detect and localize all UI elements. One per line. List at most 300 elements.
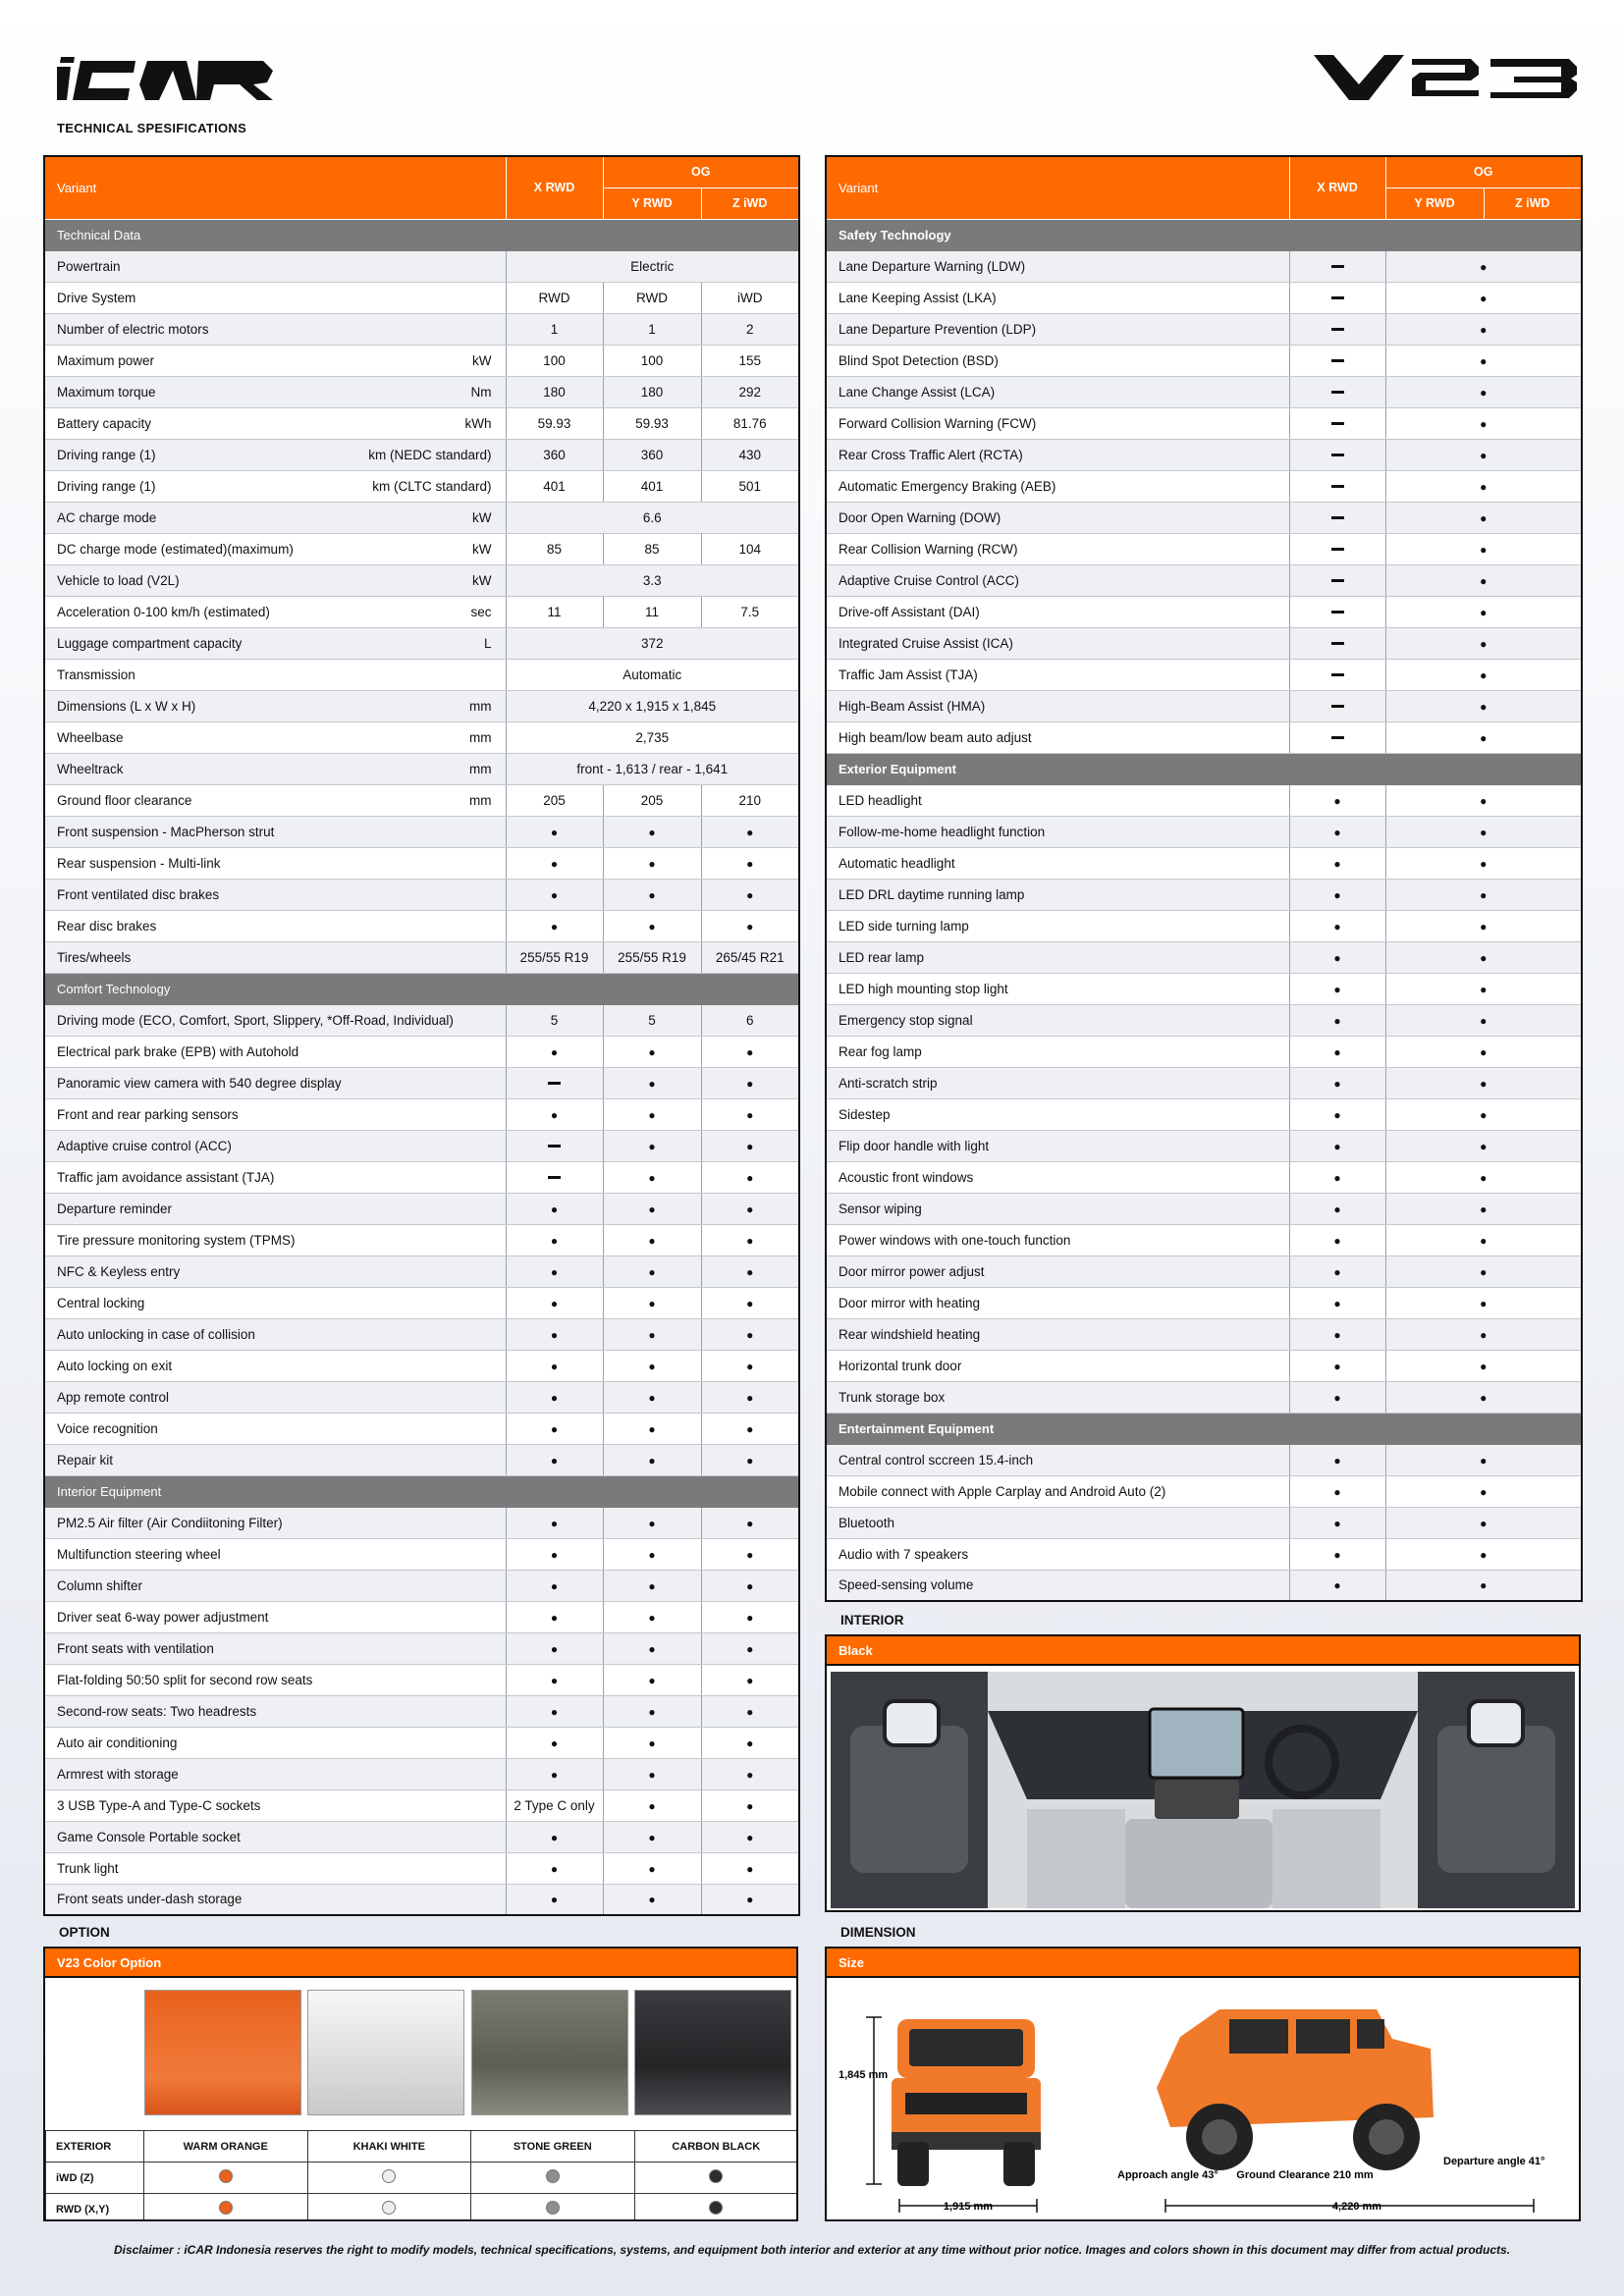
row-label: Driving range (1): [57, 478, 156, 494]
row-label-cell: [44, 345, 506, 376]
table-row: [44, 313, 799, 345]
row-unit: kW: [472, 572, 492, 588]
row-label-cell: [44, 1413, 506, 1444]
bullet-icon: ●: [1480, 1578, 1488, 1593]
row-label: Front seats under-dash storage: [57, 1892, 243, 1907]
row-label: Auto air conditioning: [57, 1735, 178, 1750]
swatch-carbon-black: [634, 1990, 791, 2115]
bullet-icon: ●: [1480, 1170, 1488, 1185]
row-label: Acceleration 0-100 km/h (estimated): [57, 604, 270, 619]
x-rwd-cell: [1289, 470, 1385, 502]
row-label: Tires/wheels: [57, 949, 132, 965]
bullet-icon: ●: [1480, 1390, 1488, 1405]
table-row: [44, 1821, 799, 1852]
og-cell: [1385, 313, 1582, 345]
x-rwd-cell: [1289, 313, 1385, 345]
bullet-icon: ●: [1480, 1359, 1488, 1373]
bullet-icon: ●: [648, 1076, 656, 1091]
value-cell: [506, 313, 603, 345]
table-row: [44, 941, 799, 973]
table-row: [44, 1193, 799, 1224]
bullet-icon: ●: [746, 1861, 754, 1876]
dash-icon: [1331, 516, 1344, 519]
x-rwd-cell: [1289, 816, 1385, 847]
table-row: [44, 627, 799, 659]
table-row: [826, 564, 1582, 596]
value-cell: [603, 784, 701, 816]
og-cell: [1385, 816, 1582, 847]
og-cell: [1385, 376, 1582, 407]
value-cell: [506, 1444, 603, 1475]
table-row: [826, 1098, 1582, 1130]
cell-value: 360: [543, 447, 566, 462]
bullet-icon: ●: [1480, 479, 1488, 494]
color-option-bar: V23 Color Option: [45, 1949, 796, 1978]
og-cell: [1385, 1255, 1582, 1287]
value-cell: [701, 1789, 799, 1821]
table-row: [826, 502, 1582, 533]
og-cell: [1385, 1381, 1582, 1413]
row-label-cell: [44, 1789, 506, 1821]
bullet-icon: ●: [746, 825, 754, 839]
table-row: [46, 2163, 798, 2194]
bullet-icon: ●: [1333, 1139, 1341, 1153]
cell-value: 85: [644, 541, 660, 557]
row-label-cell: [44, 784, 506, 816]
table-row: [44, 1255, 799, 1287]
table-row: [44, 1884, 799, 1915]
row-label-cell: [44, 1161, 506, 1193]
row-label: Speed-sensing volume: [826, 1570, 1289, 1601]
bullet-icon: ●: [550, 1107, 559, 1122]
table-row: [826, 1224, 1582, 1255]
og-cell: [1385, 659, 1582, 690]
og-cell: [1385, 1570, 1582, 1601]
bullet-icon: ●: [1333, 1013, 1341, 1028]
bullet-icon: ●: [648, 1044, 656, 1059]
value-cell: [603, 1130, 701, 1161]
section-row: [44, 1475, 799, 1507]
row-label: Auto unlocking in case of collision: [57, 1326, 255, 1342]
row-label: Rear disc brakes: [57, 918, 157, 934]
og-cell: [1385, 1287, 1582, 1318]
og-cell: [1385, 1130, 1582, 1161]
bullet-icon: ●: [648, 1201, 656, 1216]
value-cell: [506, 1695, 603, 1727]
bullet-icon: ●: [746, 1578, 754, 1593]
bullet-icon: ●: [746, 1767, 754, 1782]
approach-angle-label: Approach angle 43°: [1117, 2169, 1218, 2181]
bullet-icon: ●: [1333, 982, 1341, 996]
table-row: [46, 2194, 798, 2222]
bullet-icon: ●: [550, 1830, 559, 1844]
og-cell: [1385, 879, 1582, 910]
table-row: [44, 1036, 799, 1067]
og-cell: [1385, 1004, 1582, 1036]
dash-icon: [1331, 328, 1344, 331]
value-cell: [701, 816, 799, 847]
value-cell: [603, 1413, 701, 1444]
bullet-icon: ●: [550, 1044, 559, 1059]
color-header-warm-orange: WARM ORANGE: [144, 2131, 308, 2163]
cell-value: 59.93: [635, 415, 669, 431]
row-label: Driving mode (ECO, Comfort, Sport, Slippery, *Off-Road, Individual): [57, 1012, 454, 1028]
bullet-icon: ●: [1480, 1076, 1488, 1091]
bullet-icon: ●: [648, 1798, 656, 1813]
bullet-icon: ●: [648, 1170, 656, 1185]
bullet-icon: ●: [1480, 385, 1488, 400]
value-cell: [603, 376, 701, 407]
v23-logo: [1314, 55, 1581, 100]
dash-icon: [1331, 485, 1344, 488]
value-cell: [603, 1036, 701, 1067]
row-label: Voice recognition: [57, 1420, 158, 1436]
x-rwd-cell: [1289, 1004, 1385, 1036]
value-cell: [701, 470, 799, 502]
bullet-icon: ●: [550, 887, 559, 902]
bullet-icon: ●: [1480, 1484, 1488, 1499]
x-rwd-cell: [1289, 502, 1385, 533]
bullet-icon: ●: [1333, 887, 1341, 902]
table-row: [44, 1852, 799, 1884]
table-row: [826, 910, 1582, 941]
value-cell: [506, 1161, 603, 1193]
bullet-icon: ●: [550, 1201, 559, 1216]
row-label: Drive System: [57, 290, 136, 305]
bullet-icon: ●: [648, 1830, 656, 1844]
bullet-icon: ●: [746, 1076, 754, 1091]
row-label: App remote control: [57, 1389, 170, 1405]
value-cell: [506, 1601, 603, 1632]
bullet-icon: ●: [1480, 1547, 1488, 1562]
bullet-icon: ●: [648, 919, 656, 934]
table-row: [826, 439, 1582, 470]
bullet-icon: ●: [648, 1704, 656, 1719]
color-dot-carbon-black: [709, 2201, 723, 2215]
row-label: Vehicle to load (V2L): [57, 572, 180, 588]
bullet-icon: ●: [746, 1139, 754, 1153]
bullet-icon: ●: [550, 1767, 559, 1782]
value-cell: [603, 1255, 701, 1287]
cell-value: 155: [738, 352, 762, 368]
x-rwd-cell: [1289, 596, 1385, 627]
bullet-icon: ●: [1333, 1453, 1341, 1468]
vehicle-dimension-drawing: [827, 1980, 1579, 2221]
value-cell: [701, 1852, 799, 1884]
interior-photo: [831, 1672, 1575, 1908]
x-rwd-cell: [1289, 1538, 1385, 1570]
table-row: [44, 1758, 799, 1789]
table-row: [44, 1444, 799, 1475]
og-cell: [1385, 407, 1582, 439]
value-cell: [603, 282, 701, 313]
table-row: [44, 1004, 799, 1036]
interior-panel: [825, 1634, 1581, 1912]
row-label: Maximum power: [57, 352, 155, 368]
bullet-icon: ●: [550, 919, 559, 934]
cell-value: 430: [738, 447, 762, 462]
bullet-icon: ●: [648, 1578, 656, 1593]
row-label: Game Console Portable socket: [57, 1829, 241, 1844]
value-cell: [506, 1852, 603, 1884]
og-cell: [1385, 1507, 1582, 1538]
row-label-cell: [44, 1821, 506, 1852]
og-cell: [1385, 784, 1582, 816]
bullet-icon: ●: [1480, 291, 1488, 305]
row-label: Adaptive cruise control (ACC): [57, 1138, 232, 1153]
value-cell: [506, 376, 603, 407]
merged-value-cell: [506, 627, 799, 659]
bullet-icon: ●: [648, 1861, 656, 1876]
value-cell: [603, 1507, 701, 1538]
x-rwd-cell: [1289, 1255, 1385, 1287]
row-label: Follow-me-home headlight function: [826, 816, 1289, 847]
value-cell: [701, 879, 799, 910]
bullet-icon: ●: [648, 1296, 656, 1310]
bullet-icon: ●: [550, 1233, 559, 1248]
value-cell: [701, 941, 799, 973]
cell-value: front - 1,613 / rear - 1,641: [576, 761, 729, 776]
bullet-icon: ●: [1480, 636, 1488, 651]
row-label: Ground floor clearance: [57, 792, 192, 808]
og-cell: [1385, 502, 1582, 533]
row-label-cell: [44, 1507, 506, 1538]
bullet-icon: ●: [1333, 1170, 1341, 1185]
row-label: Bluetooth: [826, 1507, 1289, 1538]
cell-value: 100: [543, 352, 566, 368]
dash-icon: [1331, 422, 1344, 425]
row-label-cell: [44, 690, 506, 721]
value-cell: [701, 407, 799, 439]
table-row: [44, 1601, 799, 1632]
bullet-icon: ●: [648, 1893, 656, 1907]
color-dot-khaki-white: [382, 2169, 396, 2183]
table-row: [826, 941, 1582, 973]
bullet-icon: ●: [550, 1516, 559, 1530]
cell-value: 401: [640, 478, 664, 494]
row-label-cell: [44, 1067, 506, 1098]
row-label: Front seats with ventilation: [57, 1640, 214, 1656]
row-label: Blind Spot Detection (BSD): [826, 345, 1289, 376]
value-cell: [603, 1884, 701, 1915]
row-label: Adaptive Cruise Control (ACC): [826, 564, 1289, 596]
x-rwd-cell: [1289, 376, 1385, 407]
bullet-icon: ●: [1333, 1547, 1341, 1562]
bullet-icon: ●: [1480, 510, 1488, 525]
row-label-cell: [44, 1664, 506, 1695]
bullet-icon: ●: [1480, 448, 1488, 462]
bullet-icon: ●: [1480, 1233, 1488, 1248]
table-row: [44, 721, 799, 753]
value-cell: [701, 1255, 799, 1287]
bullet-icon: ●: [1480, 573, 1488, 588]
color-dot-warm-orange: [219, 2169, 233, 2183]
color-header-carbon-black: CARBON BLACK: [634, 2131, 798, 2163]
bullet-icon: ●: [1480, 919, 1488, 934]
bullet-icon: ●: [1480, 1296, 1488, 1310]
bullet-icon: ●: [550, 825, 559, 839]
dash-icon: [1331, 296, 1344, 299]
bullet-icon: ●: [746, 1233, 754, 1248]
value-cell: [603, 1632, 701, 1664]
value-cell: [701, 1004, 799, 1036]
bullet-icon: ●: [1333, 1076, 1341, 1091]
row-unit: Nm: [470, 384, 492, 400]
row-label: Door mirror power adjust: [826, 1255, 1289, 1287]
og-cell: [1385, 250, 1582, 282]
row-label: PM2.5 Air filter (Air Condiitoning Filter): [57, 1515, 283, 1530]
value-cell: [506, 1255, 603, 1287]
row-label-cell: [44, 282, 506, 313]
value-cell: [603, 1758, 701, 1789]
table-row: [826, 1475, 1582, 1507]
bullet-icon: ●: [648, 1264, 656, 1279]
row-label: High-Beam Assist (HMA): [826, 690, 1289, 721]
bullet-icon: ●: [1480, 605, 1488, 619]
table-row: [826, 282, 1582, 313]
row-label-cell: [44, 847, 506, 879]
value-cell: [701, 1130, 799, 1161]
row-unit: L: [483, 635, 492, 651]
row-label-cell: [44, 1193, 506, 1224]
bullet-icon: ●: [746, 1547, 754, 1562]
row-label: Central control sccreen 15.4-inch: [826, 1444, 1289, 1475]
bullet-icon: ●: [1480, 542, 1488, 557]
table-row: [826, 1161, 1582, 1193]
color-header-khaki-white: KHAKI WHITE: [307, 2131, 471, 2163]
dash-icon: [1331, 705, 1344, 708]
row-label: Front and rear parking sensors: [57, 1106, 239, 1122]
departure-angle-label: Departure angle 41°: [1443, 2156, 1545, 2167]
row-unit: kW: [472, 509, 492, 525]
cell-value: 2,735: [635, 729, 670, 745]
table-row: [44, 596, 799, 627]
value-cell: [506, 879, 603, 910]
row-label: Column shifter: [57, 1577, 143, 1593]
bullet-icon: ●: [648, 1610, 656, 1625]
row-label: Power windows with one-touch function: [826, 1224, 1289, 1255]
row-label: LED headlight: [826, 784, 1289, 816]
color-dot-khaki-white: [382, 2201, 396, 2215]
row-label-cell: [44, 407, 506, 439]
value-cell: [603, 879, 701, 910]
value-cell: [506, 1004, 603, 1036]
value-cell: [506, 1130, 603, 1161]
table-row: [44, 1161, 799, 1193]
row-label: Front ventilated disc brakes: [57, 886, 220, 902]
bullet-icon: ●: [1333, 1233, 1341, 1248]
value-cell: [506, 345, 603, 376]
table-row: [44, 847, 799, 879]
bullet-icon: ●: [1333, 1296, 1341, 1310]
row-label-cell: [44, 533, 506, 564]
bullet-icon: ●: [1333, 919, 1341, 934]
width-label: 1,915 mm: [943, 2201, 994, 2213]
cell-value: RWD: [636, 290, 668, 305]
value-cell: [603, 1444, 701, 1475]
bullet-icon: ●: [648, 1641, 656, 1656]
og-cell: [1385, 564, 1582, 596]
color-availability-table: [45, 2130, 798, 2221]
table-row: [826, 659, 1582, 690]
table-row: [44, 1098, 799, 1130]
value-cell: [701, 1161, 799, 1193]
og-cell: [1385, 470, 1582, 502]
value-cell: [701, 1664, 799, 1695]
value-cell: [506, 910, 603, 941]
table-row: [44, 345, 799, 376]
value-cell: [701, 282, 799, 313]
dash-icon: [1331, 391, 1344, 394]
cell-value: 11: [547, 604, 562, 619]
og-cell: [1385, 941, 1582, 973]
row-label: Rear Cross Traffic Alert (RCTA): [826, 439, 1289, 470]
row-label: LED high mounting stop light: [826, 973, 1289, 1004]
row-label: Wheeltrack: [57, 761, 124, 776]
value-cell: [701, 1224, 799, 1255]
bullet-icon: ●: [746, 1453, 754, 1468]
length-label: 4,220 mm: [1331, 2201, 1382, 2213]
row-label: Automatic Emergency Braking (AEB): [826, 470, 1289, 502]
og-cell: [1385, 1318, 1582, 1350]
row-unit: mm: [469, 792, 492, 808]
row-label: Auto locking on exit: [57, 1358, 173, 1373]
value-cell: [506, 1789, 603, 1821]
value-cell: [603, 1852, 701, 1884]
bullet-icon: ●: [746, 856, 754, 871]
bullet-icon: ●: [1333, 1264, 1341, 1279]
og-cell: [1385, 1193, 1582, 1224]
table-row: [826, 1036, 1582, 1067]
row-label-cell: [44, 1570, 506, 1601]
row-label: Integrated Cruise Assist (ICA): [826, 627, 1289, 659]
row-label: Forward Collision Warning (FCW): [826, 407, 1289, 439]
value-cell: [701, 376, 799, 407]
bullet-icon: ●: [550, 1421, 559, 1436]
section-filler: [701, 973, 799, 1004]
size-bar: Size: [827, 1949, 1579, 1978]
row-label: Electrical park brake (EPB) with Autohold: [57, 1043, 299, 1059]
og-cell: [1385, 847, 1582, 879]
icar-logo: [57, 57, 278, 100]
bullet-icon: ●: [648, 1327, 656, 1342]
cell-value: 104: [738, 541, 762, 557]
bullet-icon: ●: [648, 1767, 656, 1782]
option-title: OPTION: [59, 1925, 110, 1940]
og-cell: [1385, 282, 1582, 313]
row-label: Second-row seats: Two headrests: [57, 1703, 257, 1719]
og-cell: [1385, 910, 1582, 941]
row-label-cell: [44, 627, 506, 659]
value-cell: [701, 1444, 799, 1475]
bullet-icon: ●: [1480, 793, 1488, 808]
exterior-header: EXTERIOR: [46, 2131, 144, 2163]
x-rwd-cell: [1289, 721, 1385, 753]
value-cell: [506, 941, 603, 973]
row-label-cell: [44, 1004, 506, 1036]
value-cell: [701, 1287, 799, 1318]
table-row: [44, 533, 799, 564]
table-row: [826, 690, 1582, 721]
og-cell: [1385, 345, 1582, 376]
cell-value: 401: [543, 478, 566, 494]
table-row: [44, 784, 799, 816]
x-rwd-cell: [1289, 847, 1385, 879]
row-label: AC charge mode: [57, 509, 157, 525]
bullet-icon: ●: [746, 1610, 754, 1625]
cell-value: 7.5: [740, 604, 760, 619]
dash-icon: [1331, 611, 1344, 614]
